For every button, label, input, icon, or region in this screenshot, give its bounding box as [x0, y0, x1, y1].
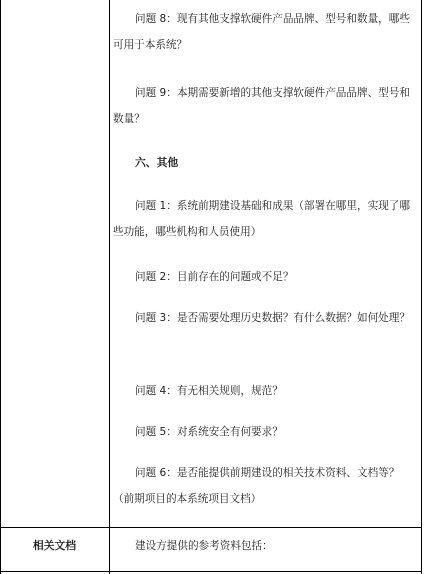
question-9: 问题 9：本期需要新增的其他支撑软硬件产品品牌、型号和数量？	[113, 87, 410, 125]
question-6: 问题 6：是否能提供前期建设的相关技术资料、文档等？（前期项目的本系统项目文档）	[113, 467, 400, 505]
table-right-border	[421, 0, 422, 574]
question-1: 问题 1：系统前期建设基础和成果（部署在哪里，实现了哪些功能，哪些机构和人员使用）	[113, 200, 410, 238]
question-3: 问题 3：是否需要处理历史数据？有什么数据？如何处理？	[135, 312, 410, 324]
question-8: 问题 8：现有其他支撑软硬件产品品牌、型号和数量，哪些可用于本系统？	[113, 13, 410, 51]
table-bottom-border	[0, 571, 422, 572]
question-2: 问题 2：目前存在的问题或不足？	[135, 271, 294, 283]
table-row-divider	[0, 527, 422, 528]
section-title: 六、其他	[135, 156, 179, 169]
related-docs-label: 相关文档	[32, 539, 77, 552]
question-5: 问题 5：对系统安全有何要求？	[135, 426, 283, 438]
table-left-border	[0, 0, 1, 574]
question-4: 问题 4：有无相关规则，规范？	[135, 385, 283, 397]
related-docs-text: 建设方提供的参考资料包括：	[135, 540, 273, 552]
table-column-divider	[109, 0, 110, 574]
